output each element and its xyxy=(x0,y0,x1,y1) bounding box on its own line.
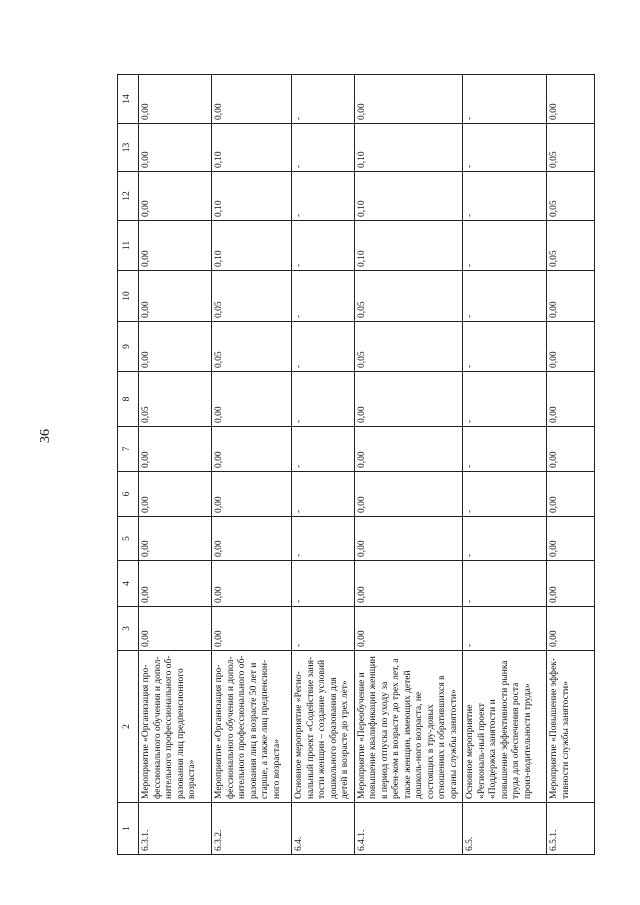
value-cell: - xyxy=(463,75,547,124)
value-cell: 0,10 xyxy=(354,221,463,271)
row-description: Основное мероприятие «Региональ-ный проект «Поддержка занятости и повышение эффективности рынка труда для обеспечения роста произ-водительности труда» xyxy=(463,651,547,803)
value-cell: 0,00 xyxy=(212,607,292,651)
value-cell: 0,00 xyxy=(139,221,212,271)
value-cell: 0,05 xyxy=(212,322,292,372)
value-cell: 0,00 xyxy=(547,427,595,472)
value-cell: 0,00 xyxy=(139,607,212,651)
value-cell: 0,10 xyxy=(212,124,292,172)
column-header-11: 11 xyxy=(118,221,139,271)
column-header-3: 3 xyxy=(118,607,139,651)
value-cell: - xyxy=(292,271,355,322)
value-cell: - xyxy=(292,472,355,517)
value-cell: 0,00 xyxy=(139,75,212,124)
value-cell: - xyxy=(463,607,547,651)
value-cell: 0,05 xyxy=(139,372,212,427)
value-cell: 0,00 xyxy=(354,561,463,607)
column-header-9: 9 xyxy=(118,322,139,372)
column-header-7: 7 xyxy=(118,427,139,472)
column-header-1: 1 xyxy=(118,803,139,855)
rotated-table-container xyxy=(117,75,587,855)
table-row xyxy=(354,75,463,855)
column-header-12: 12 xyxy=(118,172,139,221)
value-cell: 0,00 xyxy=(139,427,212,472)
header-row xyxy=(118,75,139,855)
value-cell: 0,00 xyxy=(139,561,212,607)
value-cell: 0,00 xyxy=(354,517,463,561)
value-cell: - xyxy=(292,221,355,271)
column-header-5: 5 xyxy=(118,517,139,561)
row-number: 6.3.1. xyxy=(139,803,212,855)
column-header-10: 10 xyxy=(118,271,139,322)
value-cell: - xyxy=(292,561,355,607)
value-cell: 0,00 xyxy=(547,561,595,607)
value-cell: - xyxy=(292,124,355,172)
value-cell: - xyxy=(463,427,547,472)
value-cell: 0,00 xyxy=(354,75,463,124)
column-header-14: 14 xyxy=(118,75,139,124)
value-cell: - xyxy=(292,372,355,427)
row-number: 6.4.1. xyxy=(354,803,463,855)
value-cell: - xyxy=(292,75,355,124)
value-cell: 0,05 xyxy=(354,322,463,372)
value-cell: - xyxy=(463,322,547,372)
value-cell: 0,00 xyxy=(212,427,292,472)
value-cell: 0,00 xyxy=(547,372,595,427)
column-header-13: 13 xyxy=(118,124,139,172)
value-cell: - xyxy=(463,472,547,517)
value-cell: - xyxy=(463,561,547,607)
measures-table xyxy=(117,74,595,855)
column-header-6: 6 xyxy=(118,472,139,517)
table-row xyxy=(292,75,355,855)
value-cell: 0,00 xyxy=(212,75,292,124)
value-cell: - xyxy=(463,172,547,221)
value-cell: 0,05 xyxy=(547,172,595,221)
table-body xyxy=(118,75,595,855)
value-cell: 0,10 xyxy=(212,172,292,221)
value-cell: - xyxy=(463,124,547,172)
value-cell: - xyxy=(292,322,355,372)
table-row xyxy=(139,75,212,855)
value-cell: 0,00 xyxy=(354,607,463,651)
column-header-8: 8 xyxy=(118,372,139,427)
value-cell: - xyxy=(292,427,355,472)
value-cell: 0,05 xyxy=(547,221,595,271)
value-cell: 0,05 xyxy=(212,271,292,322)
table-row xyxy=(212,75,292,855)
value-cell: 0,00 xyxy=(139,124,212,172)
row-description: Мероприятие «Переобучение и повышение квалификации женщин в период отпуска по уходу за ребен-ком в возрасте до трех лет, а также женщин, имеющих детей дошколь-ного возраста, не состоящих в тру-довых отношениях и обратившихся в органы службы занятости» xyxy=(354,651,463,803)
row-number: 6.3.2. xyxy=(212,803,292,855)
value-cell: 0,00 xyxy=(547,607,595,651)
value-cell: 0,00 xyxy=(212,372,292,427)
value-cell: 0,05 xyxy=(547,124,595,172)
row-description: Мероприятие «Повышение эффек-тивности службы занятости» xyxy=(547,651,595,803)
value-cell: 0,00 xyxy=(212,561,292,607)
value-cell: 0,00 xyxy=(354,372,463,427)
value-cell: 0,00 xyxy=(354,427,463,472)
table-row xyxy=(463,75,547,855)
value-cell: - xyxy=(463,372,547,427)
value-cell: 0,10 xyxy=(354,172,463,221)
row-number: 6.5.1. xyxy=(547,803,595,855)
row-description: Мероприятие «Организация про-фессионального обучения и допол-нительного профессионального об-разования лиц предпенсионного возраста» xyxy=(139,651,212,803)
value-cell: 0,00 xyxy=(212,517,292,561)
value-cell: 0,00 xyxy=(547,472,595,517)
value-cell: 0,00 xyxy=(547,75,595,124)
value-cell: 0,00 xyxy=(139,472,212,517)
value-cell: 0,00 xyxy=(212,472,292,517)
value-cell: 0,05 xyxy=(354,271,463,322)
row-number: 6.4. xyxy=(292,803,355,855)
row-description: Основное мероприятие «Регио-нальный проект «Содействие заня-тости женщин – создание условий дошкольного образования для детей в возрасте до трех лет» xyxy=(292,651,355,803)
page-number: 36 xyxy=(38,429,53,443)
value-cell: 0,00 xyxy=(139,271,212,322)
value-cell: 0,00 xyxy=(139,172,212,221)
value-cell: 0,10 xyxy=(212,221,292,271)
value-cell: 0,00 xyxy=(139,517,212,561)
value-cell: 0,00 xyxy=(139,322,212,372)
column-header-4: 4 xyxy=(118,561,139,607)
value-cell: 0,00 xyxy=(547,517,595,561)
value-cell: - xyxy=(463,221,547,271)
value-cell: 0,00 xyxy=(547,271,595,322)
value-cell: - xyxy=(292,172,355,221)
value-cell: - xyxy=(463,517,547,561)
column-header-2: 2 xyxy=(118,651,139,803)
value-cell: 0,00 xyxy=(547,322,595,372)
value-cell: - xyxy=(463,271,547,322)
row-number: 6.5. xyxy=(463,803,547,855)
row-description: Мероприятие «Организация про-фессионального обучения и допол-нительного профессионального об-разования лиц в возрасте 50 лет и старше, а также лиц предпенсион-ного возраста» xyxy=(212,651,292,803)
value-cell: 0,00 xyxy=(354,472,463,517)
table-row xyxy=(547,75,595,855)
value-cell: 0,10 xyxy=(354,124,463,172)
value-cell: - xyxy=(292,517,355,561)
value-cell: - xyxy=(292,607,355,651)
